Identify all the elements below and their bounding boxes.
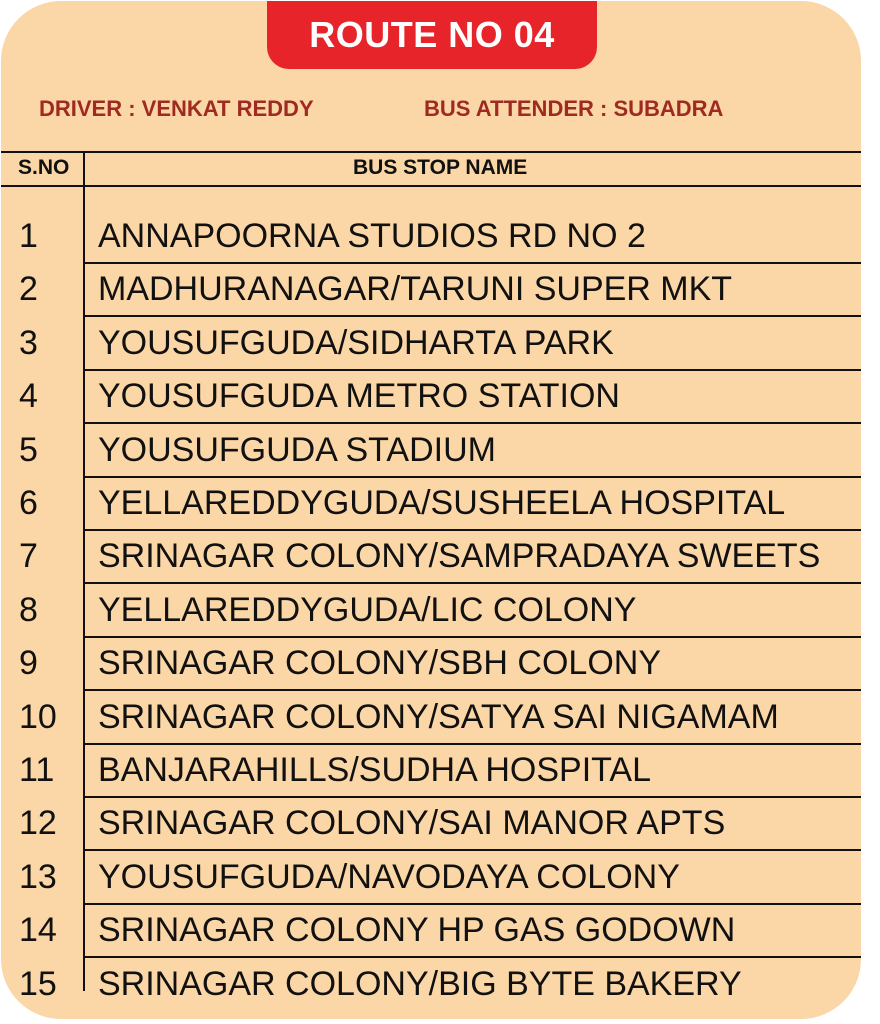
stop-name: BANJARAHILLS/SUDHA HOSPITAL <box>98 751 651 789</box>
row-rule <box>85 849 861 851</box>
stop-number: 12 <box>19 804 57 843</box>
stop-number: 3 <box>19 323 38 362</box>
sno-column-header: S.NO <box>18 156 70 179</box>
table-header-rule <box>1 185 861 187</box>
row-rule <box>85 582 861 584</box>
stop-name: SRINAGAR COLONY/BIG BYTE BAKERY <box>98 964 742 1003</box>
stop-number: 8 <box>19 590 38 629</box>
stop-name: YOUSUFGUDA/NAVODAYA COLONY <box>98 857 680 896</box>
stop-name: YOUSUFGUDA/SIDHARTA PARK <box>98 323 614 362</box>
row-rule <box>85 369 861 371</box>
stop-number: 5 <box>19 430 38 469</box>
stop-name: YOUSUFGUDA STADIUM <box>98 430 496 469</box>
route-card <box>1 1 861 1019</box>
stop-name: SRINAGAR COLONY/SATYA SAI NIGAMAM <box>98 697 779 736</box>
stop-name: YOUSUFGUDA METRO STATION <box>98 377 620 416</box>
stop-name: SRINAGAR COLONY HP GAS GODOWN <box>98 911 736 950</box>
table-top-rule <box>1 151 861 153</box>
stop-name: YELLAREDDYGUDA/LIC COLONY <box>98 590 637 629</box>
row-rule <box>85 422 861 424</box>
row-rule <box>85 529 861 531</box>
column-divider <box>83 151 85 991</box>
stop-name: SRINAGAR COLONY/SAMPRADAYA SWEETS <box>98 537 821 576</box>
row-rule <box>85 689 861 691</box>
stop-name: YELLAREDDYGUDA/SUSHEELA HOSPITAL <box>98 484 786 522</box>
stop-number: 14 <box>19 911 57 950</box>
stop-number: 13 <box>19 857 57 896</box>
driver-name: DRIVER : VENKAT REDDY <box>39 96 314 121</box>
stop-number: 10 <box>19 697 57 736</box>
row-rule <box>85 476 861 478</box>
stop-number: 11 <box>19 751 55 789</box>
bus-attender-name: BUS ATTENDER : SUBADRA <box>424 96 724 121</box>
stop-number: 9 <box>19 644 38 683</box>
stop-name: MADHURANAGAR/TARUNI SUPER MKT <box>98 270 733 309</box>
row-rule <box>85 796 861 798</box>
stop-number: 6 <box>19 484 38 522</box>
stop-name: SRINAGAR COLONY/SBH COLONY <box>98 644 662 683</box>
row-rule <box>85 903 861 905</box>
stop-name: SRINAGAR COLONY/SAI MANOR APTS <box>98 804 726 843</box>
row-rule <box>85 956 861 958</box>
bus-stop-name-column-header: BUS STOP NAME <box>353 156 528 179</box>
row-rule <box>85 262 861 264</box>
stop-number: 1 <box>19 217 38 255</box>
stop-number: 15 <box>19 964 57 1003</box>
stop-name: ANNAPOORNA STUDIOS RD NO 2 <box>98 217 646 255</box>
row-rule <box>85 743 861 745</box>
stop-number: 2 <box>19 270 38 309</box>
stop-number: 4 <box>19 377 38 416</box>
row-rule <box>85 636 861 638</box>
row-rule <box>85 315 861 317</box>
route-title: ROUTE NO 04 <box>267 1 597 69</box>
stop-number: 7 <box>19 537 38 576</box>
